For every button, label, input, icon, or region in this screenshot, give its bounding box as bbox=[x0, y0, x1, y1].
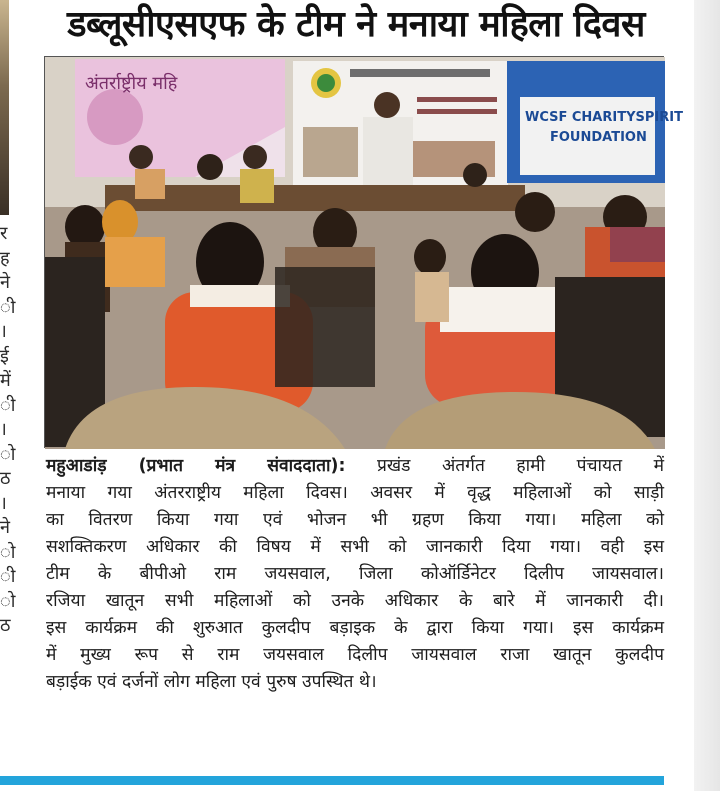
caption-line-8: में मुख्य रूप से राम जयसवाल दिलीप जायसवाल राजा खातून कुलदीप bbox=[46, 645, 664, 665]
caption-line-2: मनाया गया अंतरराष्ट्रीय महिला दिवस। अवसर में वृद्ध महिलाओं को साड़ी bbox=[46, 483, 664, 503]
caption-line-1 bbox=[46, 453, 664, 480]
adjacent-text-fragment: ी bbox=[0, 566, 16, 587]
adjacent-text-fragment: ने bbox=[0, 517, 10, 538]
caption-line-7: इस कार्यक्रम की शुरुआत कुलदीप बड़ाइक के द्वारा किया गया। इस कार्यक्रम bbox=[46, 618, 664, 638]
page-edge bbox=[694, 0, 720, 791]
caption-line-3: का वितरण किया गया एवं भोजन भी ग्रहण किया गया। महिला को bbox=[46, 510, 664, 530]
adjacent-text-fragment: । bbox=[0, 321, 7, 342]
adjacent-text-fragment: ई bbox=[0, 345, 9, 367]
adjacent-text-fragment: ठ bbox=[0, 468, 11, 489]
banner-right-line1: WCSF CHARITYSPIRIT bbox=[525, 110, 683, 125]
adjacent-text-fragment: । bbox=[0, 419, 7, 440]
adjacent-column bbox=[0, 0, 16, 775]
byline: महुआडांड़ (प्रभात मंत्र संवाददाता): bbox=[46, 456, 346, 476]
adjacent-text-fragment: ने bbox=[0, 272, 10, 293]
caption-line-5: टीम के बीपीओ राम जयसवाल, जिला कोऑर्डिनेटर दिलीप जायसवाल। bbox=[46, 564, 664, 584]
adjacent-text-fragment: र bbox=[0, 223, 8, 244]
headline: डब्लूसीएसएफ के टीम ने मनाया महिला दिवस bbox=[67, 4, 645, 45]
adjacent-text-fragment: । bbox=[0, 492, 7, 514]
adjacent-text-fragment: ो bbox=[0, 590, 16, 612]
event-photo bbox=[44, 56, 683, 448]
adjacent-text-fragment: ो bbox=[0, 541, 16, 563]
adjacent-text-fragment: ी bbox=[0, 296, 16, 318]
adjacent-text-fragment: ी bbox=[0, 394, 16, 416]
banner-left-text: अंतर्राष्ट्रीय महि bbox=[85, 73, 178, 94]
caption-line-6: रजिया खातून सभी महिलाओं को उनके अधिकार के बारे में जानकारी दी। bbox=[46, 591, 664, 611]
adjacent-text-fragments bbox=[0, 222, 16, 639]
adjacent-text-fragment: ो bbox=[0, 443, 16, 465]
caption-line-4: सशक्तिकरण अधिकार की विषय में सभी को जानकारी दिया गया। वही इस bbox=[46, 537, 664, 557]
adjacent-text-fragment: ह bbox=[0, 247, 10, 269]
caption-line-9: बड़ाईक एवं दर्जनों लोग महिला एवं पुरुष उपस्थित थे। bbox=[46, 672, 377, 692]
banner-right-line2: FOUNDATION bbox=[550, 130, 647, 145]
adjacent-text-fragment: ठ bbox=[0, 615, 11, 636]
bottom-rule bbox=[0, 776, 664, 785]
adjacent-text-fragment: में bbox=[0, 370, 11, 391]
caption-text: प्रखंड अंतर्गत हामी पंचायत में bbox=[377, 456, 664, 476]
adjacent-photo-edge bbox=[0, 0, 9, 215]
article-caption bbox=[46, 453, 664, 696]
